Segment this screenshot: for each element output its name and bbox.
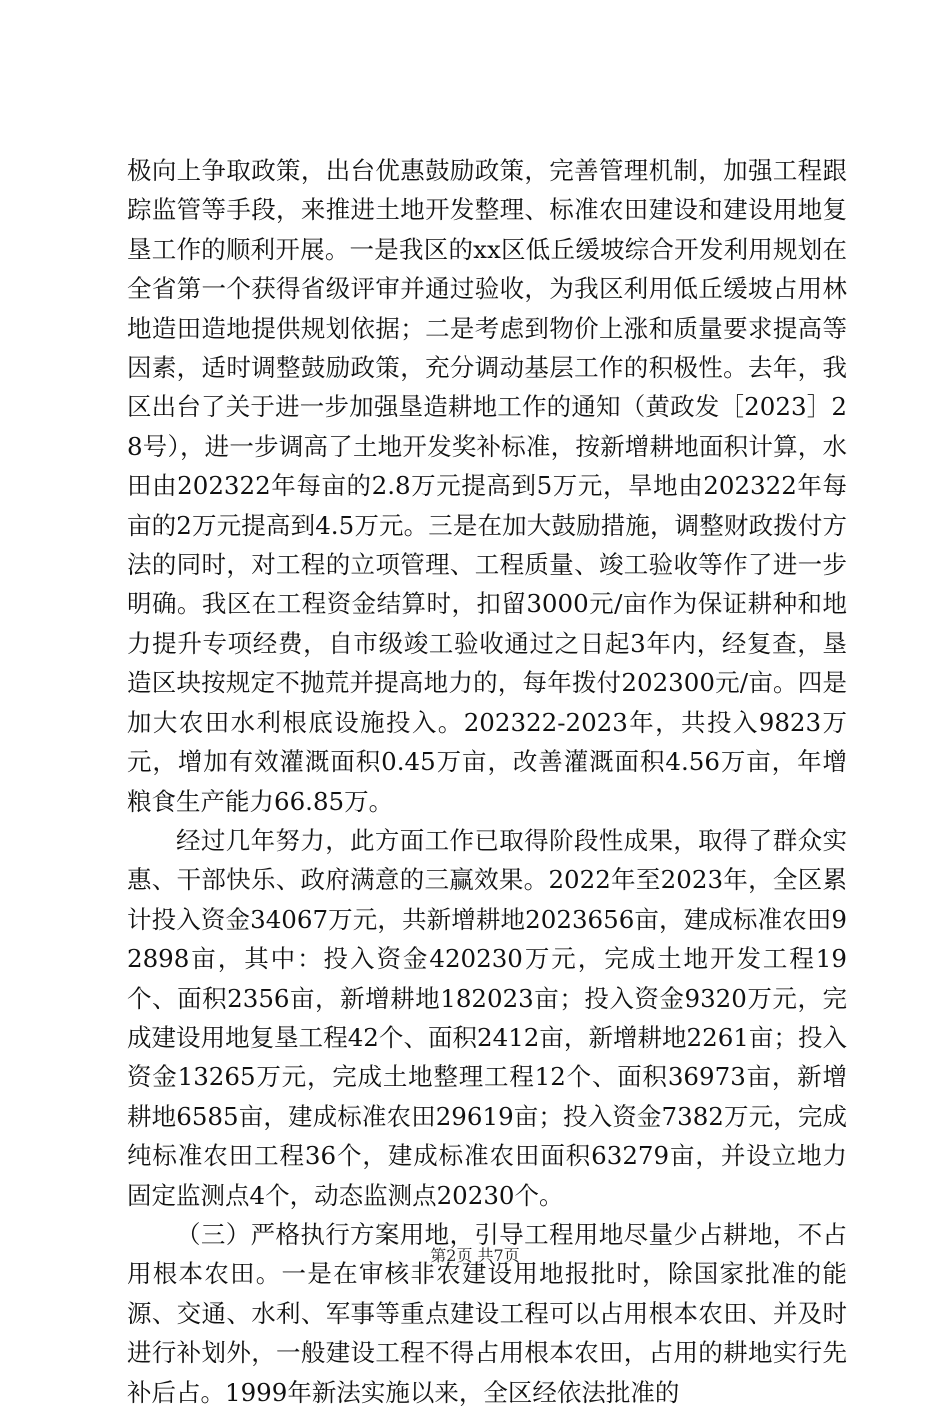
page-footer: 第2页 共7页 [430, 1246, 520, 1265]
paragraph-3: （三）严格执行方案用地，引导工程用地尽量少占耕地，不占用根本农田。一是在审核非农建设用地报批时，除国家批准的能源、交通、水利、军事等重点建设工程可以占用根本农田、并及时进行补划外，一般建设工程不得占用根本农田，占用的耕地实行先补后占。1999年新法实施以来，全区经依法批准的 [127, 1219, 847, 1407]
paragraph-1: 极向上争取政策，出台优惠鼓励政策，完善管理机制，加强工程跟踪监管等手段，来推进土地开发整理、标准农田建设和建设用地复垦工作的顺利开展。一是我区的xx区低丘缓坡综合开发利用规划在全省第一个获得省级评审并通过验收，为我区利用低丘缓坡占用林地造田造地提供规划依据；二是考虑到物价上涨和质量要求提高等因素，适时调整鼓励政策，充分调动基层工作的积极性。去年，我区出台了关于进一步加强垦造耕地工作的通知（黄政发［2023］28号），进一步调高了土地开发奖补标准，按新增耕地面积计算，水田由202322年每亩的2.8万元提高到5万元，旱地由202322年每亩的2万元提高到4.5万元。三是在加大鼓励措施，调整财政拨付方法的同时，对工程的立项管理、工程质量、竣工验收等作了进一步明确。我区在工程资金结算时，扣留3000元/亩作为保证耕种和地力提升专项经费，自市级竣工验收通过之日起3年内，经复查，垦造区块按规定不抛荒并提高地力的，每年拨付202300元/亩。四是加大农田水利根底设施投入。202322-2023年，共投入9823万元，增加有效灌溉面积0.45万亩，改善灌溉面积4.56万亩，年增粮食生产能力66.85万。 [127, 156, 847, 816]
document-body [127, 151, 847, 1412]
paragraph-2: 经过几年努力，此方面工作已取得阶段性成果，取得了群众实惠、干部快乐、政府满意的三赢效果。2022年至2023年，全区累计投入资金34067万元，共新增耕地2023656亩，建成标准农田92898亩，其中：投入资金420230万元，完成土地开发工程19个、面积2356亩，新增耕地182023亩；投入资金9320万元，完成建设用地复垦工程42个、面积2412亩，新增耕地2261亩；投入资金13265万元，完成土地整理工程12个、面积36973亩，新增耕地6585亩，建成标准农田29619亩；投入资金7382万元，完成纯标准农田工程36个，建成标准农田面积63279亩，并设立地力固定监测点4个，动态监测点20230个。 [127, 825, 847, 1210]
